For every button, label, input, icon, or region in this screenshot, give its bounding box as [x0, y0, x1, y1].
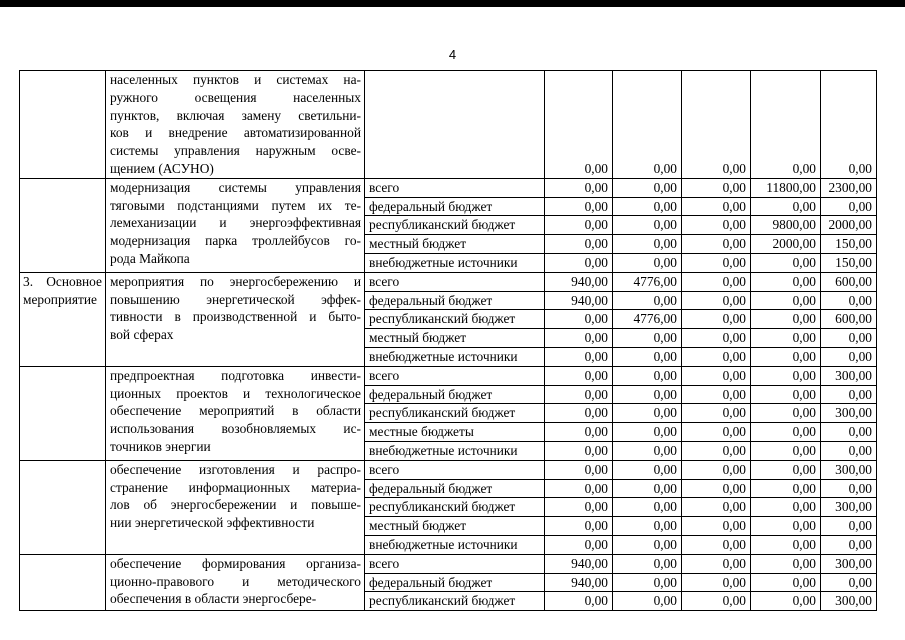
- value-cell: 0,00: [545, 385, 613, 404]
- value-cell: 0,00: [613, 535, 682, 554]
- funding-source-cell: внебюджетные источники: [365, 535, 545, 554]
- value-cell: 940,00: [545, 554, 613, 573]
- funding-source-cell: местный бюджет: [365, 329, 545, 348]
- value-cell: 0,00: [751, 197, 821, 216]
- value-cell: 0,00: [613, 253, 682, 272]
- description-line: тяговыми подстанциями путем их те-: [110, 197, 361, 213]
- value-cell: 0,00: [751, 517, 821, 536]
- value-cell: 0,00: [545, 460, 613, 479]
- value-cell: 0,00: [821, 441, 877, 460]
- funding-source-cell: федеральный бюджет: [365, 479, 545, 498]
- description-line: ружного освещения населенных: [110, 89, 361, 105]
- description-line: ционных проектов и технологическое: [110, 385, 361, 401]
- value-cell: 0,00: [613, 592, 682, 611]
- description-line: мероприятия по энергосбережению и: [110, 273, 361, 289]
- value-cell: 0,00: [751, 253, 821, 272]
- value-cell: 0,00: [751, 291, 821, 310]
- value-cell: 0,00: [821, 385, 877, 404]
- value-cell: 0,00: [682, 329, 751, 348]
- page-number: 4: [448, 47, 457, 62]
- description-line: модернизация системы управления: [110, 179, 361, 195]
- scan-top-edge: [0, 0, 905, 7]
- value-cell: 0,00: [751, 272, 821, 291]
- budget-table: [19, 70, 877, 611]
- value-cell: 0,00: [545, 310, 613, 329]
- value-cell: 0,00: [682, 385, 751, 404]
- value-cell: 940,00: [545, 573, 613, 592]
- value-cell: 300,00: [821, 498, 877, 517]
- value-cell: 0,00: [682, 517, 751, 536]
- value-cell: 0,00: [682, 441, 751, 460]
- value-cell: 0,00: [545, 592, 613, 611]
- value-cell: 300,00: [821, 366, 877, 385]
- value-cell: 4776,00: [613, 272, 682, 291]
- value-cell: 300,00: [821, 460, 877, 479]
- value-cell: 11800,00: [751, 178, 821, 197]
- funding-source-cell: местный бюджет: [365, 517, 545, 536]
- description-line: рода Майкопа: [110, 250, 190, 266]
- value-cell: 0,00: [751, 592, 821, 611]
- value-cell: 0,00: [751, 535, 821, 554]
- measure-description: [106, 460, 365, 554]
- value-cell: 0,00: [682, 460, 751, 479]
- value-cell: 0,00: [613, 366, 682, 385]
- value-cell: 0,00: [613, 291, 682, 310]
- description-line: предпроектная подготовка инвести-: [110, 367, 361, 383]
- funding-source-cell: федеральный бюджет: [365, 385, 545, 404]
- funding-source-cell: внебюджетные источники: [365, 347, 545, 366]
- value-cell: 0,00: [682, 235, 751, 254]
- funding-source-cell: федеральный бюджет: [365, 291, 545, 310]
- value-cell: 0,00: [545, 216, 613, 235]
- value-cell: 0,00: [751, 479, 821, 498]
- value-cell: 0,00: [545, 535, 613, 554]
- description-line: щением (АСУНО): [110, 160, 214, 176]
- description-line: повышению энергетической эффек-: [110, 291, 361, 307]
- value-cell: 0,00: [751, 310, 821, 329]
- funding-source-cell: всего: [365, 178, 545, 197]
- table-row: [20, 460, 877, 479]
- value-cell: 0,00: [682, 535, 751, 554]
- value-cell: 0,00: [751, 460, 821, 479]
- table-row: [20, 178, 877, 197]
- funding-source-cell: всего: [365, 554, 545, 573]
- value-cell: 0,00: [682, 423, 751, 442]
- lead-cell: [20, 460, 106, 554]
- funding-source-cell: местные бюджеты: [365, 423, 545, 442]
- description-line: обеспечение изготовления и распро-: [110, 461, 361, 477]
- value-cell: 0,00: [751, 366, 821, 385]
- funding-source-cell: республиканский бюджет: [365, 404, 545, 423]
- value-cell: 300,00: [821, 592, 877, 611]
- description-line: тивности в производственной и быто-: [110, 309, 361, 325]
- funding-source-cell: всего: [365, 366, 545, 385]
- lead-cell: [20, 71, 106, 179]
- value-cell: 2300,00: [821, 178, 877, 197]
- value-cell: 0,00: [682, 291, 751, 310]
- value-cell: 0,00: [682, 554, 751, 573]
- value-cell: 0,00: [545, 347, 613, 366]
- value-cell: 0,00: [613, 479, 682, 498]
- value-cell: 150,00: [821, 253, 877, 272]
- value-cell: 0,00: [751, 554, 821, 573]
- funding-source-cell: республиканский бюджет: [365, 498, 545, 517]
- description-line: нии энергетической эффективности: [110, 515, 315, 531]
- value-cell: 0,00: [751, 441, 821, 460]
- description-line: лемеханизации и энергоэффективная: [110, 215, 361, 231]
- value-cell: 0,00: [545, 404, 613, 423]
- value-cell: 940,00: [545, 272, 613, 291]
- value-cell: 2000,00: [751, 235, 821, 254]
- measure-description: [106, 71, 365, 179]
- value-cell: 0,00: [682, 310, 751, 329]
- description-line: лов об энергосбережении и повыше-: [110, 497, 361, 513]
- value-cell: 0,00: [751, 347, 821, 366]
- description-line: ков и внедрение автоматизированной: [110, 125, 361, 141]
- value-cell: 0,00: [545, 197, 613, 216]
- value-cell: 0,00: [821, 423, 877, 442]
- description-line: обеспечение формирования организа-: [110, 555, 361, 571]
- funding-source-cell: всего: [365, 460, 545, 479]
- value-cell: 0,00: [821, 517, 877, 536]
- value-cell: 0,00: [751, 423, 821, 442]
- value-cell: 300,00: [821, 404, 877, 423]
- value-cell: 2000,00: [821, 216, 877, 235]
- funding-source-cell: внебюджетные источники: [365, 253, 545, 272]
- lead-cell: 3. Основное мероприятие: [20, 272, 106, 366]
- measure-description: [106, 178, 365, 272]
- value-cell: 0,00: [751, 385, 821, 404]
- value-cell: 0,00: [613, 441, 682, 460]
- funding-source-cell: местный бюджет: [365, 235, 545, 254]
- value-cell: 0,00: [613, 404, 682, 423]
- table-row: [20, 71, 877, 179]
- value-cell: 0,00: [751, 498, 821, 517]
- table-row: [20, 554, 877, 573]
- value-cell: 0,00: [821, 291, 877, 310]
- value-cell: 0,00: [545, 71, 613, 179]
- value-cell: 0,00: [682, 253, 751, 272]
- value-cell: 0,00: [545, 479, 613, 498]
- value-cell: 300,00: [821, 554, 877, 573]
- value-cell: 9800,00: [751, 216, 821, 235]
- funding-source-cell: [365, 71, 545, 179]
- table-row: [20, 272, 877, 291]
- value-cell: 0,00: [545, 178, 613, 197]
- funding-source-cell: федеральный бюджет: [365, 197, 545, 216]
- value-cell: 0,00: [682, 178, 751, 197]
- value-cell: 0,00: [751, 329, 821, 348]
- lead-cell: [20, 554, 106, 610]
- funding-source-cell: федеральный бюджет: [365, 573, 545, 592]
- value-cell: 0,00: [751, 71, 821, 179]
- value-cell: 600,00: [821, 310, 877, 329]
- value-cell: 0,00: [682, 479, 751, 498]
- value-cell: 0,00: [545, 253, 613, 272]
- value-cell: 0,00: [821, 535, 877, 554]
- value-cell: 0,00: [545, 498, 613, 517]
- value-cell: 940,00: [545, 291, 613, 310]
- description-line: обеспечение мероприятий в области: [110, 403, 361, 419]
- measure-description: [106, 554, 365, 610]
- value-cell: 0,00: [613, 235, 682, 254]
- value-cell: 0,00: [613, 385, 682, 404]
- value-cell: 0,00: [613, 178, 682, 197]
- value-cell: 0,00: [545, 517, 613, 536]
- value-cell: 0,00: [613, 573, 682, 592]
- description-line: странение информационных материа-: [110, 479, 361, 495]
- lead-cell: [20, 178, 106, 272]
- funding-source-cell: всего: [365, 272, 545, 291]
- value-cell: 0,00: [613, 517, 682, 536]
- value-cell: 0,00: [821, 479, 877, 498]
- description-line: пунктов, включая замену светильни-: [110, 107, 361, 123]
- value-cell: 0,00: [682, 197, 751, 216]
- value-cell: 0,00: [821, 329, 877, 348]
- description-line: использования возобновляемых ис-: [110, 421, 361, 437]
- value-cell: 0,00: [682, 347, 751, 366]
- value-cell: 0,00: [613, 216, 682, 235]
- value-cell: 0,00: [682, 272, 751, 291]
- value-cell: 0,00: [682, 366, 751, 385]
- description-line: населенных пунктов и системах на-: [110, 72, 361, 87]
- value-cell: 0,00: [545, 329, 613, 348]
- value-cell: 0,00: [751, 404, 821, 423]
- value-cell: 0,00: [821, 347, 877, 366]
- description-line: точников энергии: [110, 438, 211, 454]
- funding-source-cell: республиканский бюджет: [365, 592, 545, 611]
- value-cell: 4776,00: [613, 310, 682, 329]
- value-cell: 0,00: [613, 498, 682, 517]
- value-cell: 0,00: [821, 71, 877, 179]
- funding-source-cell: республиканский бюджет: [365, 310, 545, 329]
- value-cell: 0,00: [821, 573, 877, 592]
- description-line: модернизация парка троллейбусов го-: [110, 233, 361, 249]
- value-cell: 0,00: [613, 197, 682, 216]
- value-cell: 0,00: [545, 441, 613, 460]
- description-line: системы управления наружным осве-: [110, 143, 361, 159]
- funding-source-cell: республиканский бюджет: [365, 216, 545, 235]
- value-cell: 0,00: [682, 573, 751, 592]
- value-cell: 0,00: [613, 347, 682, 366]
- value-cell: 0,00: [682, 592, 751, 611]
- value-cell: 0,00: [682, 404, 751, 423]
- value-cell: 0,00: [751, 573, 821, 592]
- description-line: ционно-правового и методического: [110, 573, 361, 589]
- value-cell: 0,00: [613, 423, 682, 442]
- lead-cell: [20, 366, 106, 460]
- value-cell: 0,00: [545, 366, 613, 385]
- value-cell: 0,00: [613, 329, 682, 348]
- value-cell: 0,00: [545, 423, 613, 442]
- value-cell: 600,00: [821, 272, 877, 291]
- value-cell: 0,00: [821, 197, 877, 216]
- value-cell: 0,00: [682, 216, 751, 235]
- description-line: обеспечения в области энергосбере-: [110, 591, 317, 607]
- funding-source-cell: внебюджетные источники: [365, 441, 545, 460]
- description-line: вой сферах: [110, 327, 174, 343]
- measure-description: [106, 272, 365, 366]
- value-cell: 0,00: [613, 460, 682, 479]
- value-cell: 0,00: [613, 71, 682, 179]
- value-cell: 0,00: [682, 71, 751, 179]
- value-cell: 0,00: [682, 498, 751, 517]
- value-cell: 150,00: [821, 235, 877, 254]
- table-row: [20, 366, 877, 385]
- measure-description: [106, 366, 365, 460]
- value-cell: 0,00: [613, 554, 682, 573]
- value-cell: 0,00: [545, 235, 613, 254]
